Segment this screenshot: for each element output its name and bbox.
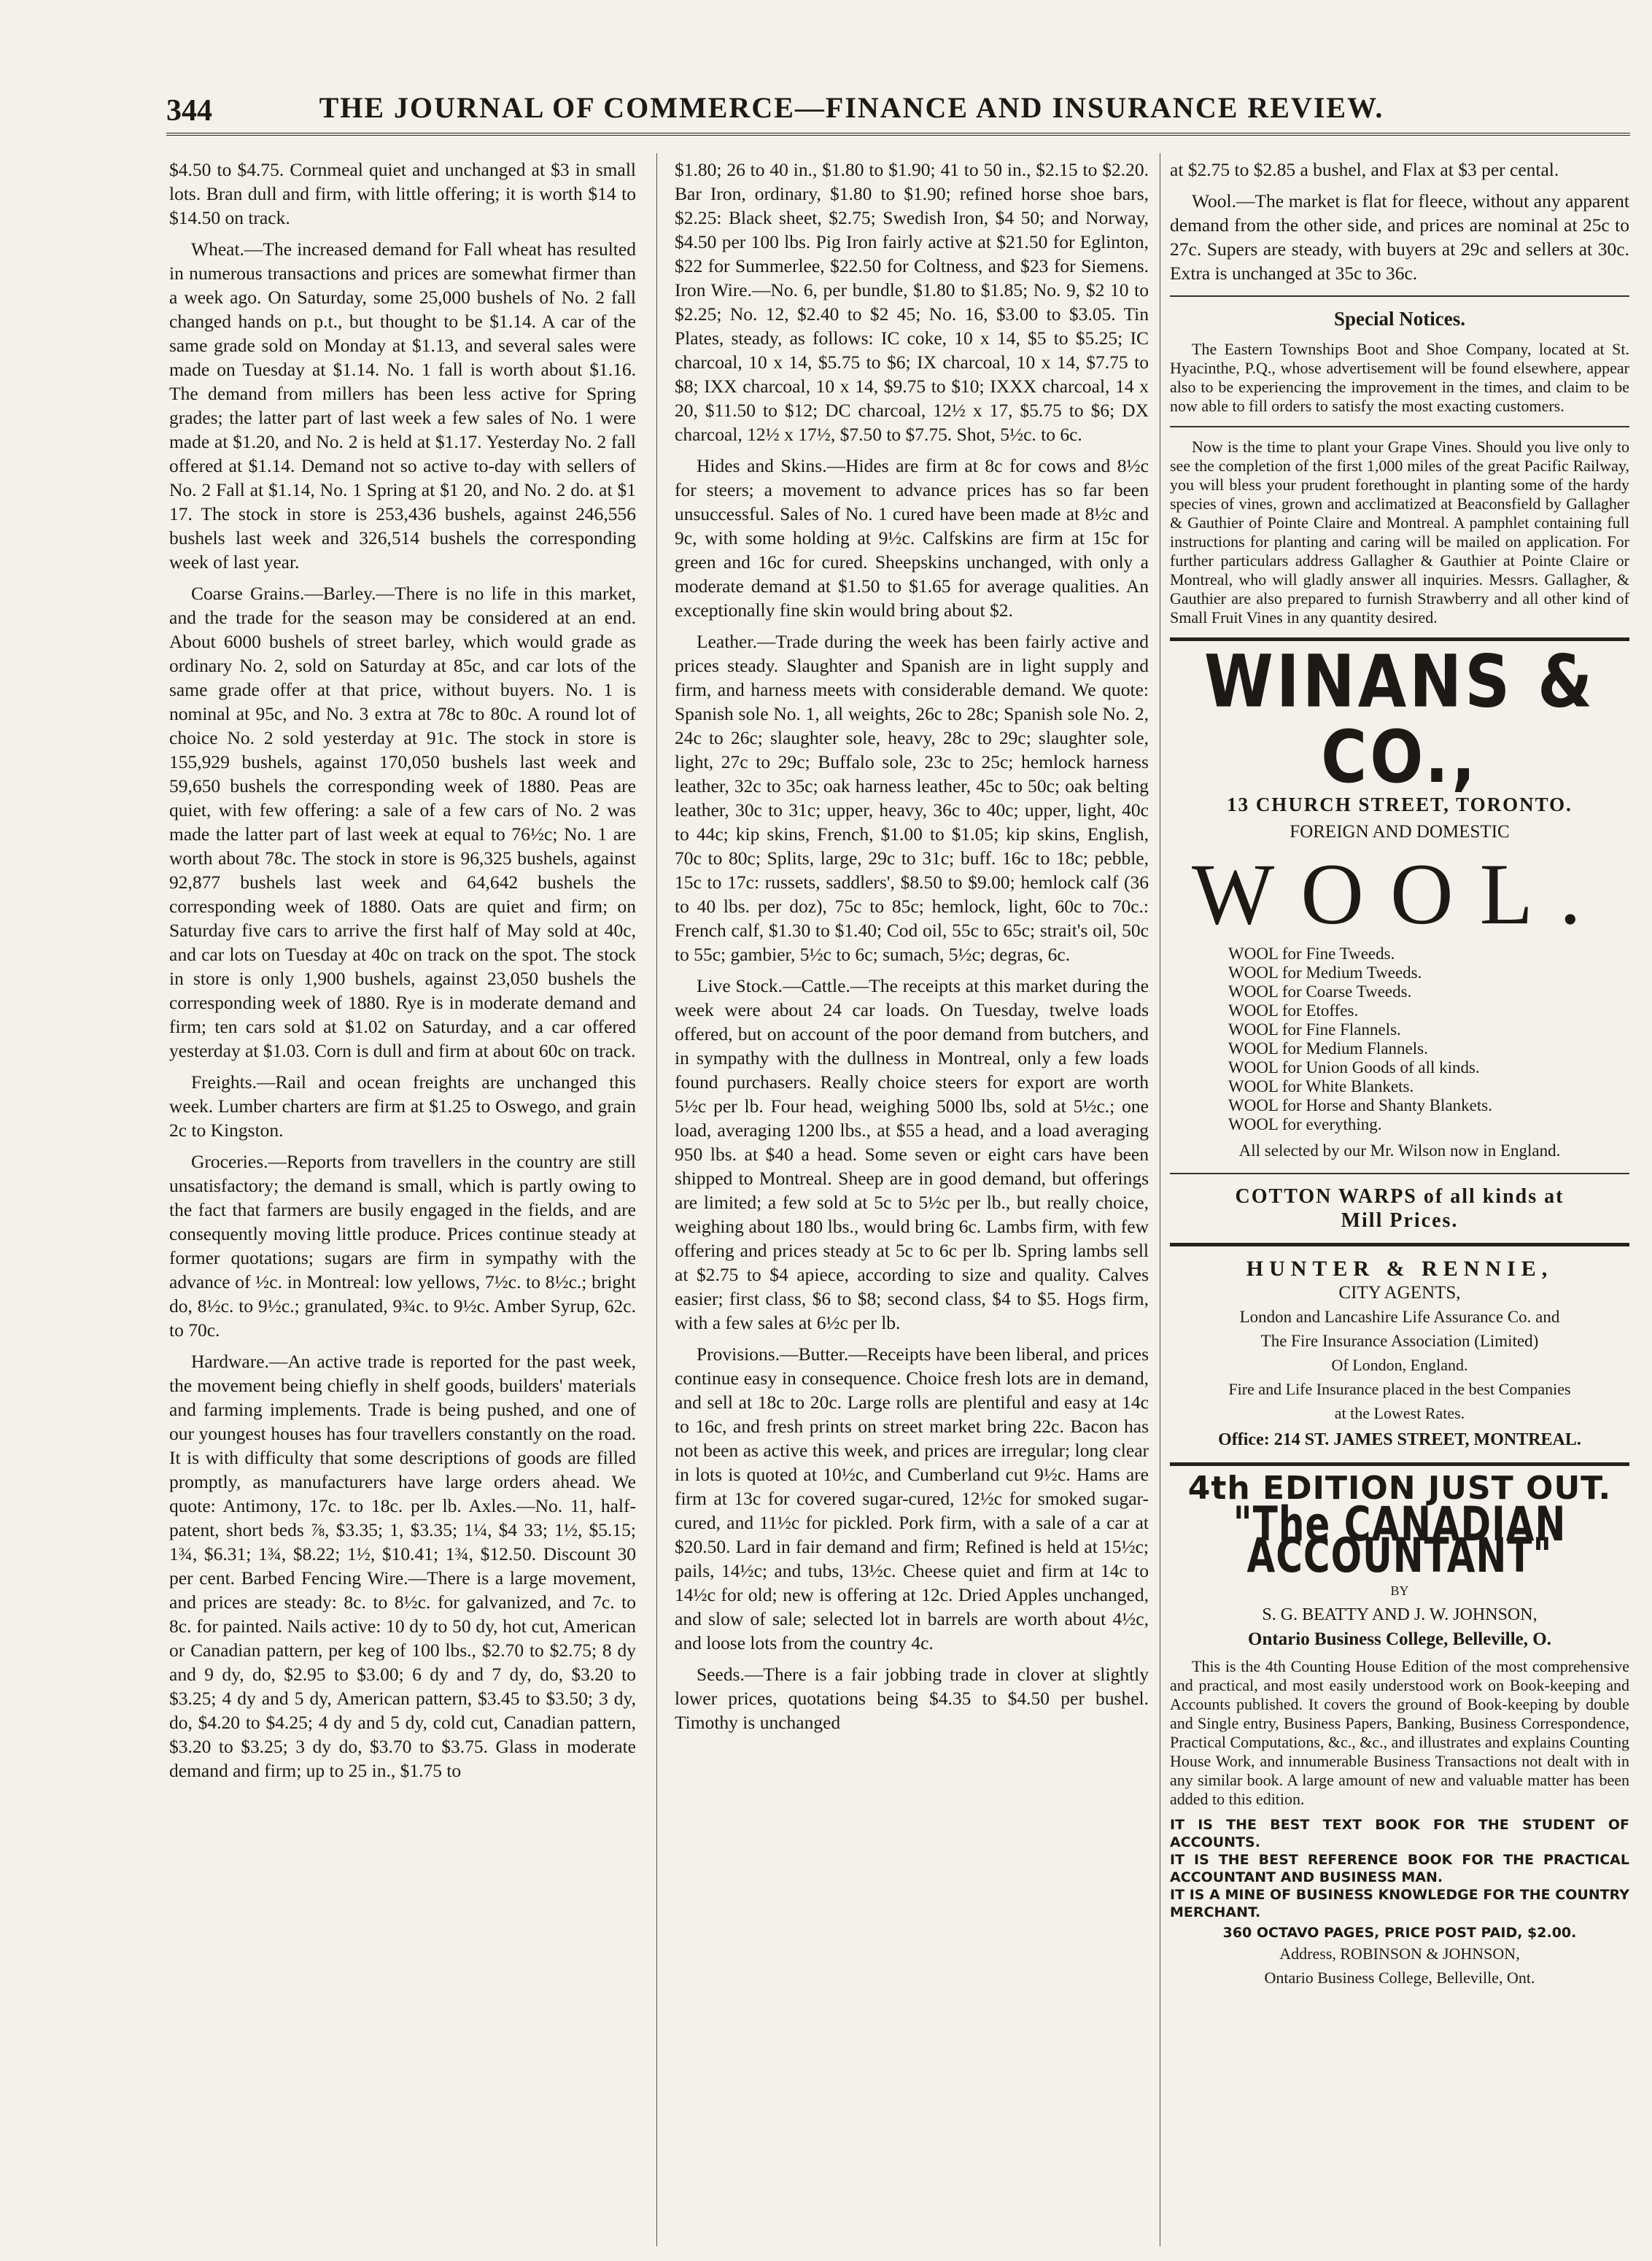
winans-advertisement (1170, 640, 1629, 1233)
notice-grape-vines: Now is the time to plant your Grape Vines. Should you live only to see the completion of the first 1,000 miles of the great Pacific Railway, you will bless your prudent forethought in planting some of the hardy species of vines, grown and acclimatized at Beaconsfield by Gallagher & Gauthier of Pointe Claire and Montreal. A pamphlet containing full instructions for planting and caring will be mailed on application. For further particulars address Gallagher & Gauthier at Pointe Claire or Montreal, who will gladly answer all inquiries. Messrs. Gallagher, & Gauthier are also prepared to furnish Strawberry and all other kind of Small Fruit Vines in any quantity desired. (1170, 438, 1629, 627)
list-item: WOOL for White Blankets. (1228, 1077, 1414, 1095)
book-title: "The CANADIAN ACCOUNTANT" (1233, 1497, 1567, 1583)
paragraph-leather: Leather.—Trade during the week has been fairly active and prices steady. Slaughter and Spanish are in light supply and firm, and harness meets with considerable demand. We quote: Spanish sole No. 1, all weights, 26c to 28c; Spanish sole No. 2, 24c to 26c; slaughter sole, heavy, 28c to 29c; slaughter sole, light, 27c to 29c; Buffalo sole, 23c to 25c; hemlock harness leather, 32c to 35c; oak harness leather, 45c to 50c; oak belting leather, 30c to 31c; upper, heavy, 36c to 40c; upper, light, 40c to 44c; kip skins, French, $1.00 to $1.05; kip skins, English, 70c to 80c; Splits, large, 29c to 31c; buff. 16c to 18c; pebble, 15c to 17c: russets, saddlers', $8.50 to $9.00; hemlock calf (36 to 40 lbs. per doz), 75c to 85c; hemlock, light, 60c to 70c.: French calf, $1.30 to $1.40; Cod oil, 55c to 65c; strait's oil, 50c to 55c; gambier, 5½c to 6c; sumach, 5½c; degras, 6c. (675, 631, 1149, 965)
paragraph-freights: Freights.—Rail and ocean freights are unchanged this week. Lumber charters are firm at $1.25 to Oswego, and grain 2c to Kingston. (169, 1071, 636, 1141)
hunter-line: The Fire Insurance Association (Limited) (1260, 1332, 1539, 1350)
book-claim: IT IS A MINE OF BUSINESS KNOWLEDGE FOR THE COUNTRY MERCHANT. (1170, 1887, 1629, 1920)
winans-selected: All selected by our Mr. Wilson now in England. (1238, 1141, 1561, 1160)
winans-address: 13 CHURCH STREET, TORONTO. (1227, 794, 1572, 815)
hunter-line: at the Lowest Rates. (1334, 1404, 1465, 1422)
by-label: BY (1390, 1583, 1409, 1598)
winans-subtitle: FOREIGN AND DOMESTIC (1290, 822, 1510, 842)
paragraph-cornmeal: $4.50 to $4.75. Cornmeal quiet and unchanged at $3 in small lots. Bran dull and firm, with little offering; it is worth $14 to $14.50 on track. (169, 159, 636, 228)
list-item: WOOL for Etoffes. (1228, 1001, 1359, 1020)
book-description: This is the 4th Counting House Edition of the most comprehensive and practical, and most easily understood work on Book-keeping and Accounts published. It covers the ground of Book-keeping by double and Single entry, Business Papers, Banking, Business Correspondence, Practical Computations, &c., &c., and illustrates and explains Counting House Work, and innumerable Business Transactions not dealt with in any similar book. A large amount of new and valuable matter has been added to this edition. (1170, 1657, 1629, 1808)
hunter-rennie-name: HUNTER & RENNIE, (1246, 1257, 1554, 1281)
paragraph-iron: $1.80; 26 to 40 in., $1.80 to $1.90; 41 to 50 in., $2.15 to $2.20. Bar Iron, ordinary, $1.80 to $1.90; refined horse shoe bars, $2.25: Black sheet, $2.75; Swedish Iron, $4 50; and Norway, $4.50 per 100 lbs. Pig Iron fairly active at $21.50 for Eglinton, $22 for Summerlee, $22.50 for Coltness, and $23 for Siemens. Iron Wire.—No. 6, per bundle, $1.80 to $1.85; No. 9, $2 10 to $2.25; No. 12, $2.40 to $2 45; No. 16, $3.00 to $3.05. Tin Plates, steady, as follows: IC coke, 10 x 14, $5 to $5.25; IC charcoal, 10 x 14, $5.75 to $6; IX charcoal, 10 x 14, $7.75 to $8; IXX charcoal, 10 x 14, $9.75 to $10; IXXX charcoal, 14 x 20, $11.50 to $12; DC charcoal, 12½ x 17, $5.75 to $6; DX charcoal, 12½ x 17½, $7.50 to $7.75. Shot, 5½c. to 6c. (675, 159, 1149, 445)
list-item: WOOL for Medium Tweeds. (1228, 963, 1422, 982)
divider (1170, 1173, 1629, 1174)
hunter-line: Fire and Life Insurance placed in the best Companies (1228, 1380, 1571, 1398)
list-item: WOOL for Horse and Shanty Blankets. (1228, 1096, 1492, 1114)
list-item: WOOL for Fine Flannels. (1228, 1020, 1401, 1039)
list-item: WOOL for Fine Tweeds. (1228, 945, 1395, 963)
divider (1170, 1462, 1629, 1466)
book-claim: IT IS THE BEST TEXT BOOK FOR THE STUDENT OF ACCOUNTS. (1170, 1817, 1629, 1850)
paragraph-wheat: Wheat.—The increased demand for Fall wheat has resulted in numerous transactions and prices are somewhat firmer than a week ago. On Saturday, some 25,000 bushels of No. 2 fall changed hands on p.t., but thought to be $1.14. A car of the same grade sold on Monday at $1.13, and several sales were made on Tuesday at $1.14. No. 1 fall is worth about $1.16. The demand from millers has been less active for Spring grades; the latter part of last week a few sales of No. 1 were made at $1.20, and No. 2 is held at $1.17. Yesterday No. 2 fall offered at $1.14. Demand not so active to-day with sellers of No. 2 Fall at $1.14, No. 1 Spring at $1 20, and No. 2 do. at $1 17. The stock in store is 253,436 bushels, against 246,556 bushels last week and 326,514 bushels the corresponding week of last year. (169, 238, 636, 573)
column-2 (675, 158, 1149, 2243)
paragraph-coarse-grains: Coarse Grains.—Barley.—There is no life in this market, and the trade for the season may be considered at an end. About 6000 bushels of street barley, which would grade as ordinary No. 2, sold on Saturday at 85c, and car lots of the same grade offer at that price, without buyers. No. 1 is nominal at 95c, and No. 3 extra at 78c to 80c. A round lot of choice No. 2 sold yesterday at 91c. The stock in store is 155,929 bushels, against 170,050 bushels last week and 59,650 bushels the corresponding week of 1880. Peas are quiet, with few offering: a sale of a few cars of No. 2 was made the latter part of last week at equal to 76½c; No. 1 are worth about 78c. The stock in store is 96,325 bushels, against 92,877 bushels last week and 64,642 bushels the corresponding week of 1880. Oats are quiet and firm; on Saturday five cars to arrive the first half of May sold at 40c, and car lots on Tuesday at 40c on track on the spot. The stock in store is only 1,900 bushels, against 23,050 bushels the corresponding week of 1880. Rye is in moderate demand and firm; ten cars sold at $1.02 on Saturday, and a car offered yesterday at $1.03. Corn is dull and firm at about 60c on track. (169, 583, 636, 1061)
winans-name: WINANS & CO., (1203, 640, 1596, 800)
header-rule (166, 133, 1630, 140)
paragraph-flax: at $2.75 to $2.85 a bushel, and Flax at $3 per cental. (1170, 159, 1559, 180)
mill-prices: Mill Prices. (1341, 1209, 1459, 1232)
special-notices-heading: Special Notices. (1334, 308, 1465, 330)
hunter-line: Of London, England. (1331, 1356, 1468, 1374)
divider (1170, 1243, 1629, 1246)
wool-list (1228, 945, 1629, 1134)
book-claim: IT IS THE BEST REFERENCE BOOK FOR THE PRACTICAL ACCOUNTANT AND BUSINESS MAN. (1170, 1852, 1629, 1885)
wool-banner: WOOL. (1192, 845, 1608, 942)
paragraph-hardware: Hardware.—An active trade is reported for the past week, the movement being chiefly in shelf goods, builders' materials and farming implements. Trade is being pushed, and one of our youngest houses has four travellers constantly on the road. It is with difficulty that some descriptions of goods are filled promptly, as manufacturers have large orders ahead. We quote: Antimony, 17c. to 18c. per lb. Axles.—No. 11, half-patent, short beds ⅞, $3.35; 1, $3.35; 1¼, $4 33; 1½, $5.15; 1¾, $6.31; 1¾, $8.22; 1½, $10.41; 1¾, $12.50. Discount 30 per cent. Barbed Fencing Wire.—There is a large movement, and prices are steady: 8c. to 8½c. for galvanized, and 7c. to 8c. for painted. Nails active: 10 dy to 50 dy, hot cut, American or Canadian pattern, per keg of 100 lbs., $2.70 to $2.75; 8 dy and 9 dy, do, $2.95 to $3.00; 6 dy and 7 dy, do, $3.20 to $3.25; 4 dy and 5 dy, American pattern, $3.45 to $3.50; 3 dy, do, $4.20 to $4.25; 4 dy and 5 dy, cold cut, Canadian pattern, $3.20 to $3.25; 3 dy do, $3.70 to $3.75. Glass in moderate demand and firm; up to 25 in., $1.75 to (169, 1351, 636, 1781)
list-item: WOOL for Coarse Tweeds. (1228, 982, 1412, 1001)
hunter-rennie-advertisement (1170, 1257, 1629, 1452)
divider (1170, 295, 1629, 297)
column-1 (169, 158, 636, 2243)
canadian-accountant-advertisement (1170, 1470, 1629, 1990)
paragraph-wool: Wool.—The market is flat for fleece, without any apparent demand from the other side, and prices are nominal at 25c to 27c. Supers are steady, with buyers at 29c and sellers at 30c. Extra is unchanged at 35c to 36c. (1170, 190, 1629, 284)
running-head: THE JOURNAL OF COMMERCE—FINANCE AND INSURANCE REVIEW. (319, 91, 1384, 124)
hunter-office: Office: 214 ST. JAMES STREET, MONTREAL. (1218, 1430, 1581, 1449)
paragraph-provisions: Provisions.—Butter.—Receipts have been liberal, and prices continue easy in consequence. Choice fresh lots are in demand, and sell at 18c to 20c. Large rolls are plentiful and easy at 14c to 16c, and fresh prints on street market bring 22c. Bacon has not been as active this week, and prices are irregular; long clear in lots is quoted at 10½c, and Cumberland cut 9½c. Hams are firm at 13c for covered sugar-cured, 12½c for smoked sugar-cured, and 11½c for pickled. Pork firm, with a sale of a car at $20.50. Lard in fair demand and firm; Refined is held at 15½c; pails, 14½c; and tubs, 13½c. Cheese quiet and firm at 14c to 14½c for old; new is offering at 12c. Dried Apples unchanged, and slow of sale; selected lot in barrels are worth about 4½c, and loose lots from the country 4c. (675, 1343, 1149, 1653)
book-price: 360 OCTAVO PAGES, PRICE POST PAID, $2.00. (1222, 1925, 1577, 1941)
order-address: Address, ROBINSON & JOHNSON, (1279, 1944, 1520, 1963)
notice-boot-shoe: The Eastern Townships Boot and Shoe Company, located at St. Hyacinthe, P.Q., whose advertisement will be found elsewhere, appear also to be experiencing the improvement in the times, and claim to be now able to fill orders to satisfy the most exacting customers. (1170, 340, 1629, 415)
column-3 (1170, 158, 1629, 2243)
paragraph-groceries: Groceries.—Reports from travellers in the country are still unsatisfactory; the demand is small, which is partly owing to the fact that farmers are busily engaged in the fields, and are consequently moving little produce. Prices continue steady at former quotations; sugars are firm in sympathy with the advance of ½c. in Montreal: low yellows, 7½c. to 8½c.; bright do, 8½c. to 9½c.; granulated, 9¾c. to 9½c. Amber Syrup, 62c. to 70c. (169, 1151, 636, 1341)
book-authors: S. G. BEATTY AND J. W. JOHNSON, (1262, 1605, 1537, 1624)
college-name: Ontario Business College, Belleville, O. (1248, 1629, 1551, 1649)
hunter-line: London and Lancashire Life Assurance Co. and (1239, 1308, 1560, 1326)
hunter-role: CITY AGENTS, (1338, 1283, 1461, 1303)
paragraph-live-stock: Live Stock.—Cattle.—The receipts at this market during the week were about 24 car loads. On Tuesday, twelve loads offered, but on account of the poor demand from butchers, and in sympathy with the dullness in Montreal, only a few loads found purchasers. Really choice steers for export are worth 5½c per lb. Four head, weighing 5000 lbs, sold at 5½c.; one load, averaging 1200 lbs., at $55 a head, and a load averaging 950 lbs. at $40 a head. Some seven or eight cars have been shipped to Montreal. Sheep are in good demand, but offerings are limited; a few sold at 5c to 5½c per lb., but really choice, weighing about 180 lbs., would bring 6c. Lambs firm, with few offering and prices steady at 5c to 6c per lb. Spring lambs sell at $2.75 to $4 apiece, according to size and quality. Calves easier; first class, $6 to $8; second class, $4 to $5. Hogs firm, with a few sales at 6½c per lb. (675, 975, 1149, 1333)
edition-headline: 4th EDITION JUST OUT. (1187, 1470, 1612, 1507)
list-item: WOOL for Medium Flannels. (1228, 1039, 1428, 1058)
list-item: WOOL for everything. (1228, 1115, 1382, 1133)
page-number: 344 (166, 94, 212, 128)
divider (1170, 426, 1629, 427)
list-item: WOOL for Union Goods of all kinds. (1228, 1058, 1480, 1077)
paragraph-seeds: Seeds.—There is a fair jobbing trade in clover at slightly lower prices, quotations being $4.35 to $4.50 per bushel. Timothy is unchanged (675, 1664, 1149, 1733)
cotton-warps: COTTON WARPS of all kinds at (1235, 1185, 1564, 1208)
order-address: Ontario Business College, Belleville, Ont. (1264, 1969, 1535, 1987)
column-divider (656, 153, 657, 2246)
paragraph-hides: Hides and Skins.—Hides are firm at 8c for cows and 8½c for steers; a movement to advance prices has so far been unsuccessful. Sales of No. 1 cured have been made at 8½c and 9c, with some holding at 9½c. Calfskins are firm at 15c for green and 16c for cured. Sheepskins unchanged, with only a moderate demand at $1.50 to $1.65 for average qualities. An exceptionally fine skin would bring about $2. (675, 455, 1149, 621)
